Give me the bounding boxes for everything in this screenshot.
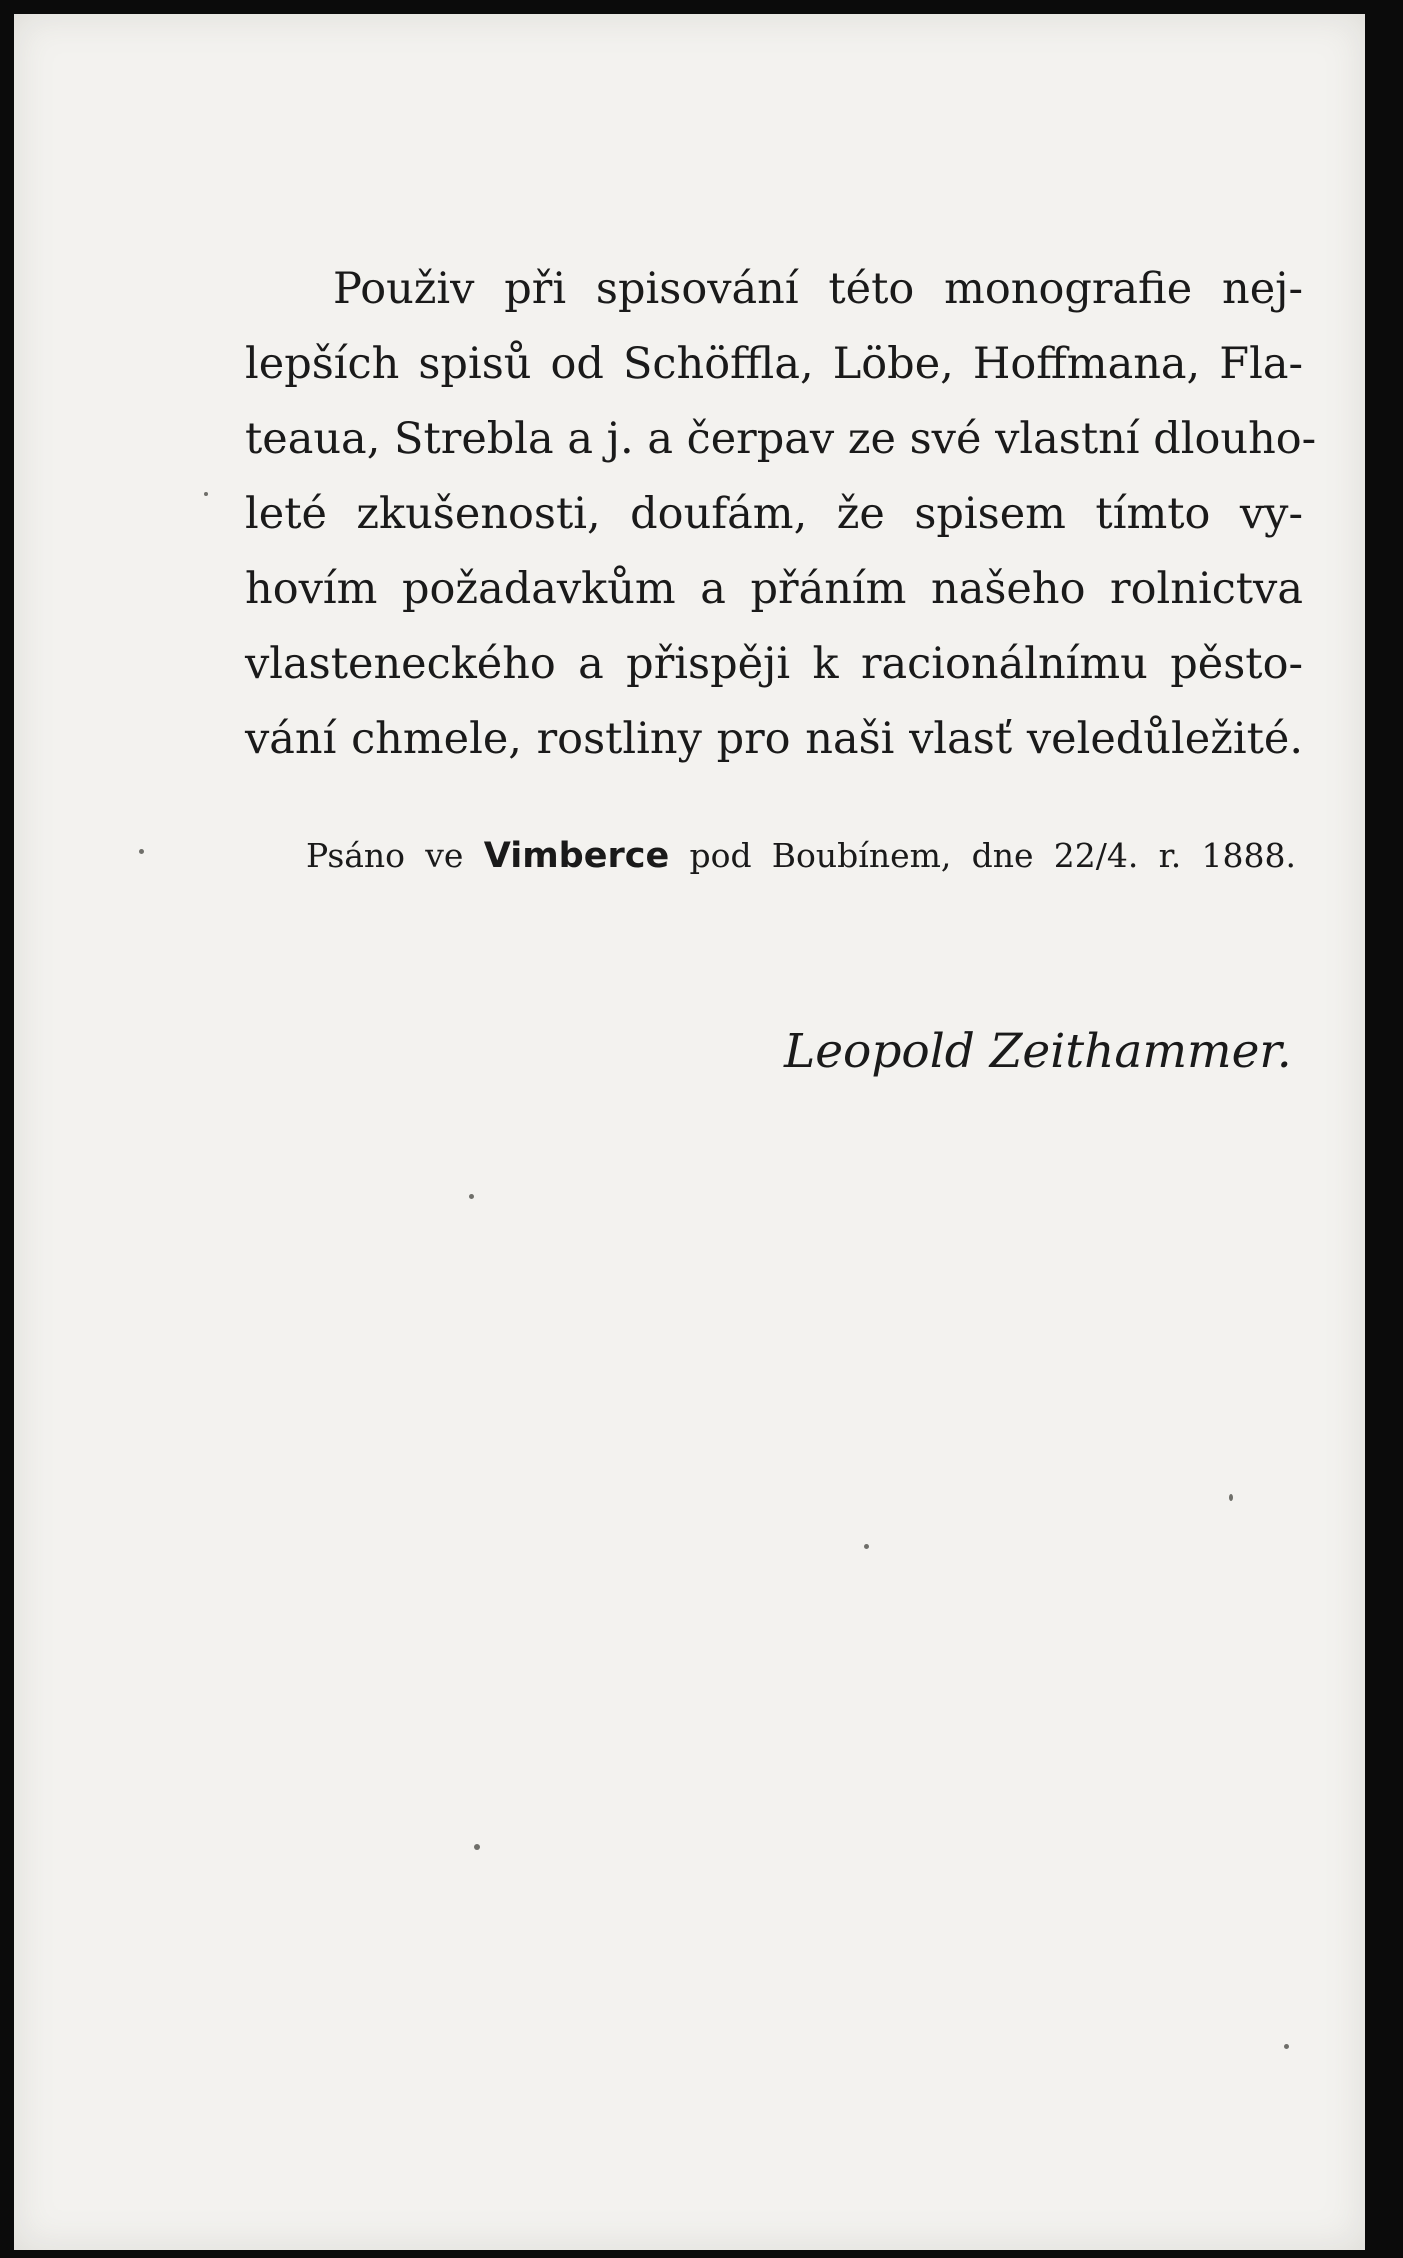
- paper-speck: [469, 1194, 474, 1199]
- preface-line: leté zkušenosti, doufám, že spisem tímto vy-: [245, 489, 1303, 539]
- page-edge-shadow: [1365, 0, 1403, 2258]
- dateline-suffix: pod Boubínem, dne 22/4. r. 1888.: [689, 836, 1296, 875]
- dateline: [306, 836, 1296, 876]
- paper-speck: [139, 849, 144, 854]
- preface-line: vlasteneckého a přispěji k racionálnímu pěsto-: [245, 639, 1303, 689]
- dateline-place: Vimberce: [483, 836, 670, 876]
- book-page: [14, 14, 1365, 2250]
- paper-speck: [864, 1544, 869, 1549]
- preface-paragraph: [245, 252, 1317, 777]
- preface-line: vání chmele, rostliny pro naši vlasť veledůležité.: [245, 714, 1303, 764]
- preface-line: hovím požadavkům a přáním našeho rolnictva: [245, 564, 1303, 614]
- paper-speck: [1229, 1494, 1233, 1501]
- paper-speck: [1284, 2044, 1289, 2049]
- author-signature: Leopold Zeithammer.: [784, 1024, 1292, 1079]
- paper-speck: [204, 492, 208, 496]
- preface-line: lepších spisů od Schöffla, Löbe, Hoffmana, Fla-: [245, 339, 1303, 389]
- paper-speck: [474, 1844, 480, 1850]
- preface-line: Použiv při spisování této monografie nej-: [333, 264, 1303, 314]
- preface-line: teaua, Strebla a j. a čerpav ze své vlastní dlouho-: [245, 414, 1317, 464]
- dateline-prefix: Psáno ve: [306, 836, 464, 875]
